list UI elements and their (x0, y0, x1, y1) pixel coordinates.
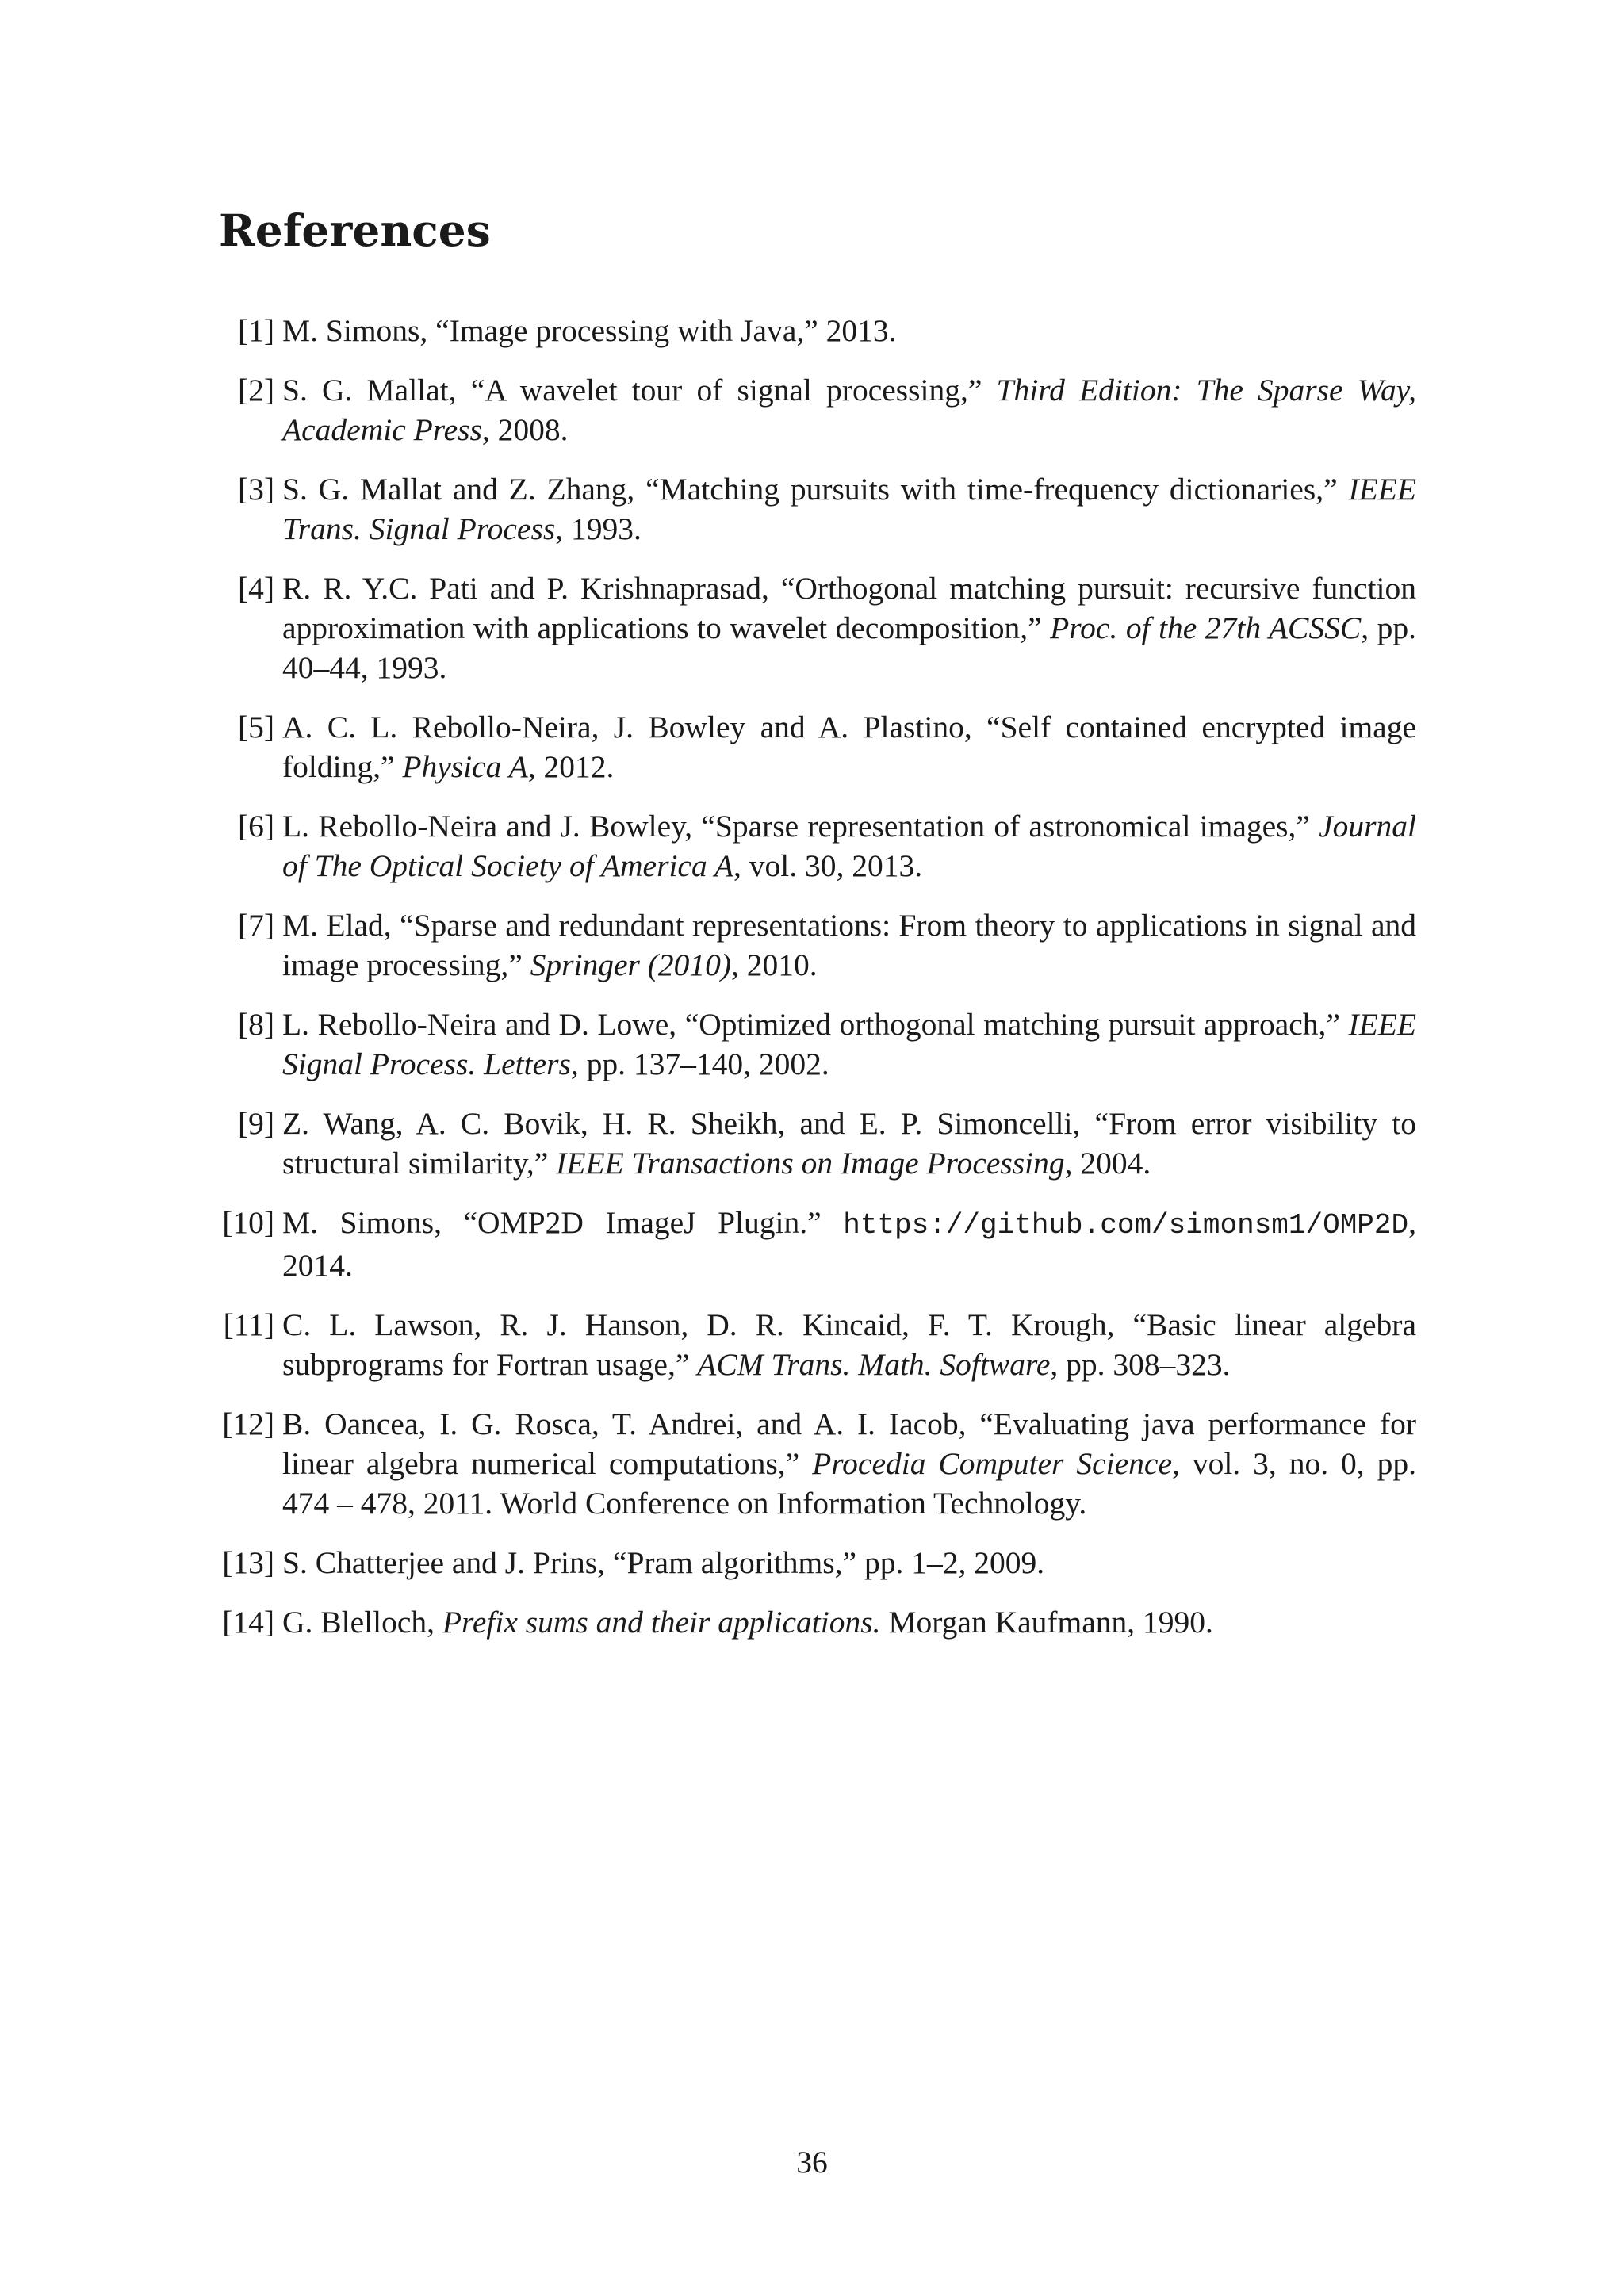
reference-details: , 2012. (527, 749, 615, 784)
reference-number: [10] (222, 1205, 274, 1240)
reference-venue: Third Edition: The Sparse Way, Academic Press (282, 373, 1416, 447)
reference-text (282, 1545, 1044, 1580)
reference-authors: S. G. Mallat, (282, 373, 471, 408)
reference-details: , vol. 3, no. 0, pp. 474 – 478, 2011. World Conference on Information Technology. (282, 1446, 1416, 1521)
reference-url-link[interactable]: https://github.com/simonsm1/OMP2D (843, 1209, 1409, 1242)
reference-text (282, 710, 1416, 784)
reference-item (219, 568, 1416, 687)
reference-number: [14] (222, 1605, 274, 1640)
reference-item (219, 707, 1416, 786)
reference-item (219, 1404, 1416, 1523)
reference-title: “A wavelet tour of signal processing,” (470, 373, 997, 408)
reference-details: 2013. (825, 313, 897, 348)
reference-details: , 2008. (481, 412, 569, 447)
reference-number: [3] (237, 472, 274, 507)
reference-title: “Self contained encrypted image folding,” (282, 710, 1417, 784)
reference-title: “Image processing with Java,” (435, 313, 826, 348)
reference-item (219, 1004, 1416, 1084)
reference-title: “Optimized orthogonal matching pursuit approach,” (684, 1007, 1349, 1042)
reference-text (282, 809, 1416, 883)
reference-text (282, 1106, 1416, 1181)
reference-details: Morgan Kaufmann, 1990. (880, 1605, 1213, 1640)
reference-venue: Journal of The Optical Society of America A (282, 809, 1416, 883)
reference-details: , 2014. (282, 1205, 1416, 1283)
reference-text (282, 1605, 1213, 1640)
reference-text (282, 908, 1416, 982)
reference-number: [11] (223, 1307, 274, 1342)
reference-title: “Sparse and redundant representations: From theory to applications in signal and image processing,” (282, 908, 1416, 982)
reference-title: “From error visibility to structural similarity,” (282, 1106, 1416, 1181)
reference-venue: Prefix sums and their applications. (442, 1605, 881, 1640)
reference-number: [9] (237, 1106, 274, 1141)
reference-authors: Z. Wang, A. C. Bovik, H. R. Sheikh, and E. P. Simoncelli, (282, 1106, 1095, 1141)
reference-item (219, 905, 1416, 985)
reference-number: [12] (222, 1406, 274, 1441)
reference-number: [13] (222, 1545, 274, 1580)
reference-details: , 2010. (731, 947, 818, 982)
reference-item (219, 370, 1416, 450)
reference-authors: S. G. Mallat and Z. Zhang, (282, 472, 646, 507)
reference-authors: B. Oancea, I. G. Rosca, T. Andrei, and A. I. Iacob, (282, 1406, 980, 1441)
reference-title: “Basic linear algebra subprograms for Fortran usage,” (282, 1307, 1416, 1382)
reference-authors: L. Rebollo-Neira and D. Lowe, (282, 1007, 685, 1042)
reference-item (219, 1543, 1416, 1582)
reference-text (282, 1205, 1416, 1283)
reference-item (219, 1305, 1416, 1384)
reference-authors: C. L. Lawson, R. J. Hanson, D. R. Kincaid, F. T. Krough, (282, 1307, 1133, 1342)
reference-details: , pp. 308–323. (1050, 1347, 1231, 1382)
reference-item (219, 806, 1416, 886)
reference-text (282, 373, 1416, 447)
reference-item (219, 311, 1416, 350)
page-number: 36 (796, 2145, 828, 2179)
reference-authors: M. Elad, (282, 908, 400, 943)
reference-venue: IEEE Trans. Signal Process (282, 472, 1416, 546)
reference-text (282, 313, 897, 348)
reference-item (219, 469, 1416, 549)
reference-item (219, 1104, 1416, 1183)
reference-venue: ACM Trans. Math. Software (697, 1347, 1051, 1382)
section-heading: References (219, 205, 491, 256)
reference-details: , vol. 30, 2013. (733, 848, 923, 883)
reference-text (282, 1307, 1416, 1382)
reference-venue: Procedia Computer Science (812, 1446, 1172, 1481)
reference-authors: G. Blelloch, (282, 1605, 442, 1640)
reference-venue: Physica A (402, 749, 528, 784)
reference-details: pp. 1–2, 2009. (864, 1545, 1045, 1580)
reference-item (219, 1203, 1416, 1285)
reference-details: , pp. 137–140, 2002. (570, 1047, 829, 1081)
reference-details: , 2004. (1064, 1146, 1151, 1181)
reference-title: “Orthogonal matching pursuit: recursive function approximation with applications to wavelet decomposition,” (282, 571, 1416, 645)
reference-number: [7] (237, 908, 274, 943)
reference-authors: L. Rebollo-Neira and J. Bowley, (282, 809, 702, 844)
reference-text (282, 1406, 1416, 1521)
reference-details: , 1993. (555, 511, 642, 546)
reference-text (282, 472, 1416, 546)
reference-number: [2] (237, 373, 274, 408)
reference-venue: Springer (2010) (530, 947, 732, 982)
reference-details: , pp. 40–44, 1993. (282, 610, 1416, 685)
reference-venue: IEEE Signal Process. Letters (282, 1007, 1416, 1081)
reference-number: [1] (237, 313, 274, 348)
reference-title: “OMP2D ImageJ Plugin.” (463, 1205, 844, 1240)
reference-number: [6] (237, 809, 274, 844)
reference-venue: IEEE Transactions on Image Processing (556, 1146, 1065, 1181)
reference-list (219, 311, 1416, 1662)
reference-item (219, 1602, 1416, 1642)
reference-authors: S. Chatterjee and J. Prins, (282, 1545, 613, 1580)
reference-title: “Matching pursuits with time-frequency dictionaries,” (645, 472, 1349, 507)
reference-authors: M. Simons, (282, 313, 436, 348)
reference-number: [5] (237, 710, 274, 744)
reference-text (282, 1007, 1416, 1081)
reference-venue: Proc. of the 27th ACSSC (1050, 610, 1362, 645)
reference-text (282, 571, 1416, 685)
reference-number: [4] (237, 571, 274, 606)
reference-authors: R. R. Y.C. Pati and P. Krishnaprasad, (282, 571, 781, 606)
reference-title: “Sparse representation of astronomical images,” (701, 809, 1320, 844)
reference-title: “Pram algorithms,” (612, 1545, 864, 1580)
reference-title: “Evaluating java performance for linear algebra numerical computations,” (282, 1406, 1417, 1481)
reference-authors: A. C. L. Rebollo-Neira, J. Bowley and A. Plastino, (282, 710, 987, 744)
reference-authors: M. Simons, (282, 1205, 464, 1240)
reference-number: [8] (237, 1007, 274, 1042)
